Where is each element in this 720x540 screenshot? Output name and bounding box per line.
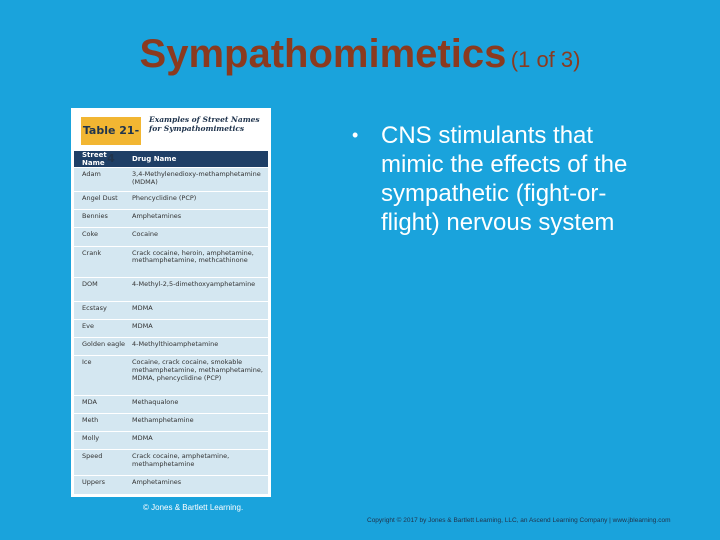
table-number-label: Table 21-4 [81,117,141,145]
street-name-cell: Speed [82,452,103,461]
table-row [74,319,268,337]
footer-copyright: Copyright © 2017 by Jones & Bartlett Learning, LLC, an Ascend Learning Company | www.jblearning.com [367,517,671,524]
title-main: Sympathomimetics [139,32,507,76]
table-column-headers [74,151,268,167]
street-name-cell: MDA [82,397,97,406]
drug-name-cell: Phencyclidine (PCP) [132,193,197,202]
street-name-cell: Bennies [82,212,108,221]
drug-name-cell: Methamphetamine [132,415,194,424]
drug-name-cell: Amphetamines [132,477,182,486]
title-part-indicator: (1 of 3) [510,47,581,72]
street-name-cell: Crank [82,248,102,257]
street-name-cell: Uppers [82,477,106,486]
drug-name-cell: MDMA [132,434,153,443]
table-row [74,209,268,227]
table-caption: Examples of Street Names for Sympathomimetics [149,115,260,133]
drug-name-cell: Crack cocaine, heroin, amphetamine, methamphetamine, methcathinone [132,248,254,265]
street-name-cell: Angel Dust [82,193,118,202]
table-row [74,246,268,277]
street-name-cell: Adam [82,170,101,178]
table-row [74,395,268,413]
column-header-drug-name: Drug Name [132,155,177,163]
drug-name-cell: Methaqualone [132,397,179,406]
drug-name-cell: 4-Methylthioamphetamine [132,339,219,348]
table-row [74,227,268,245]
street-name-cell: Eve [82,321,94,330]
table-row [74,277,268,301]
table-row [74,167,268,191]
slide-title [0,32,720,77]
street-name-cell: Meth [82,415,99,424]
drug-name-cell: Cocaine, crack cocaine, smokable methamphetamine, methamphetamine, MDMA, phencyclidine (PCP) [132,358,263,382]
table-row [74,475,268,493]
street-name-cell: Ice [82,358,92,367]
drug-name-cell: MDMA [132,321,153,330]
drug-name-cell: 4-Methyl-2,5-dimethoxyamphetamine [132,279,256,288]
table-row [74,301,268,319]
bullet-text: CNS stimulants that mimic the effects of the sympathetic (fight-or-flight) nervous system [381,122,628,236]
bullet-point [352,121,652,237]
street-name-cell: Golden eagle [82,339,126,348]
drug-name-cell: 3,4-Methylenedioxy-methamphetamine (MDMA) [132,170,261,186]
table-row [74,337,268,355]
bullet-icon: • [352,125,359,145]
column-header-street-name: Street Name [82,151,107,167]
street-name-cell: DOM [82,279,98,288]
drug-name-cell: Cocaine [132,230,158,239]
street-name-cell: Molly [82,434,100,443]
table-row [74,449,268,474]
table-row [74,355,268,395]
table-body [74,167,268,493]
street-name-cell: Ecstasy [82,303,107,312]
drug-name-cell: Crack cocaine, amphetamine, methamphetamine [132,452,230,469]
table-row [74,431,268,449]
drug-name-cell: MDMA [132,303,153,312]
drug-name-cell: Amphetamines [132,212,182,221]
table-row [74,191,268,209]
table-row [74,413,268,431]
image-credit: © Jones & Bartlett Learning. [143,503,244,512]
street-name-cell: Coke [82,230,99,239]
street-names-table [71,108,271,497]
